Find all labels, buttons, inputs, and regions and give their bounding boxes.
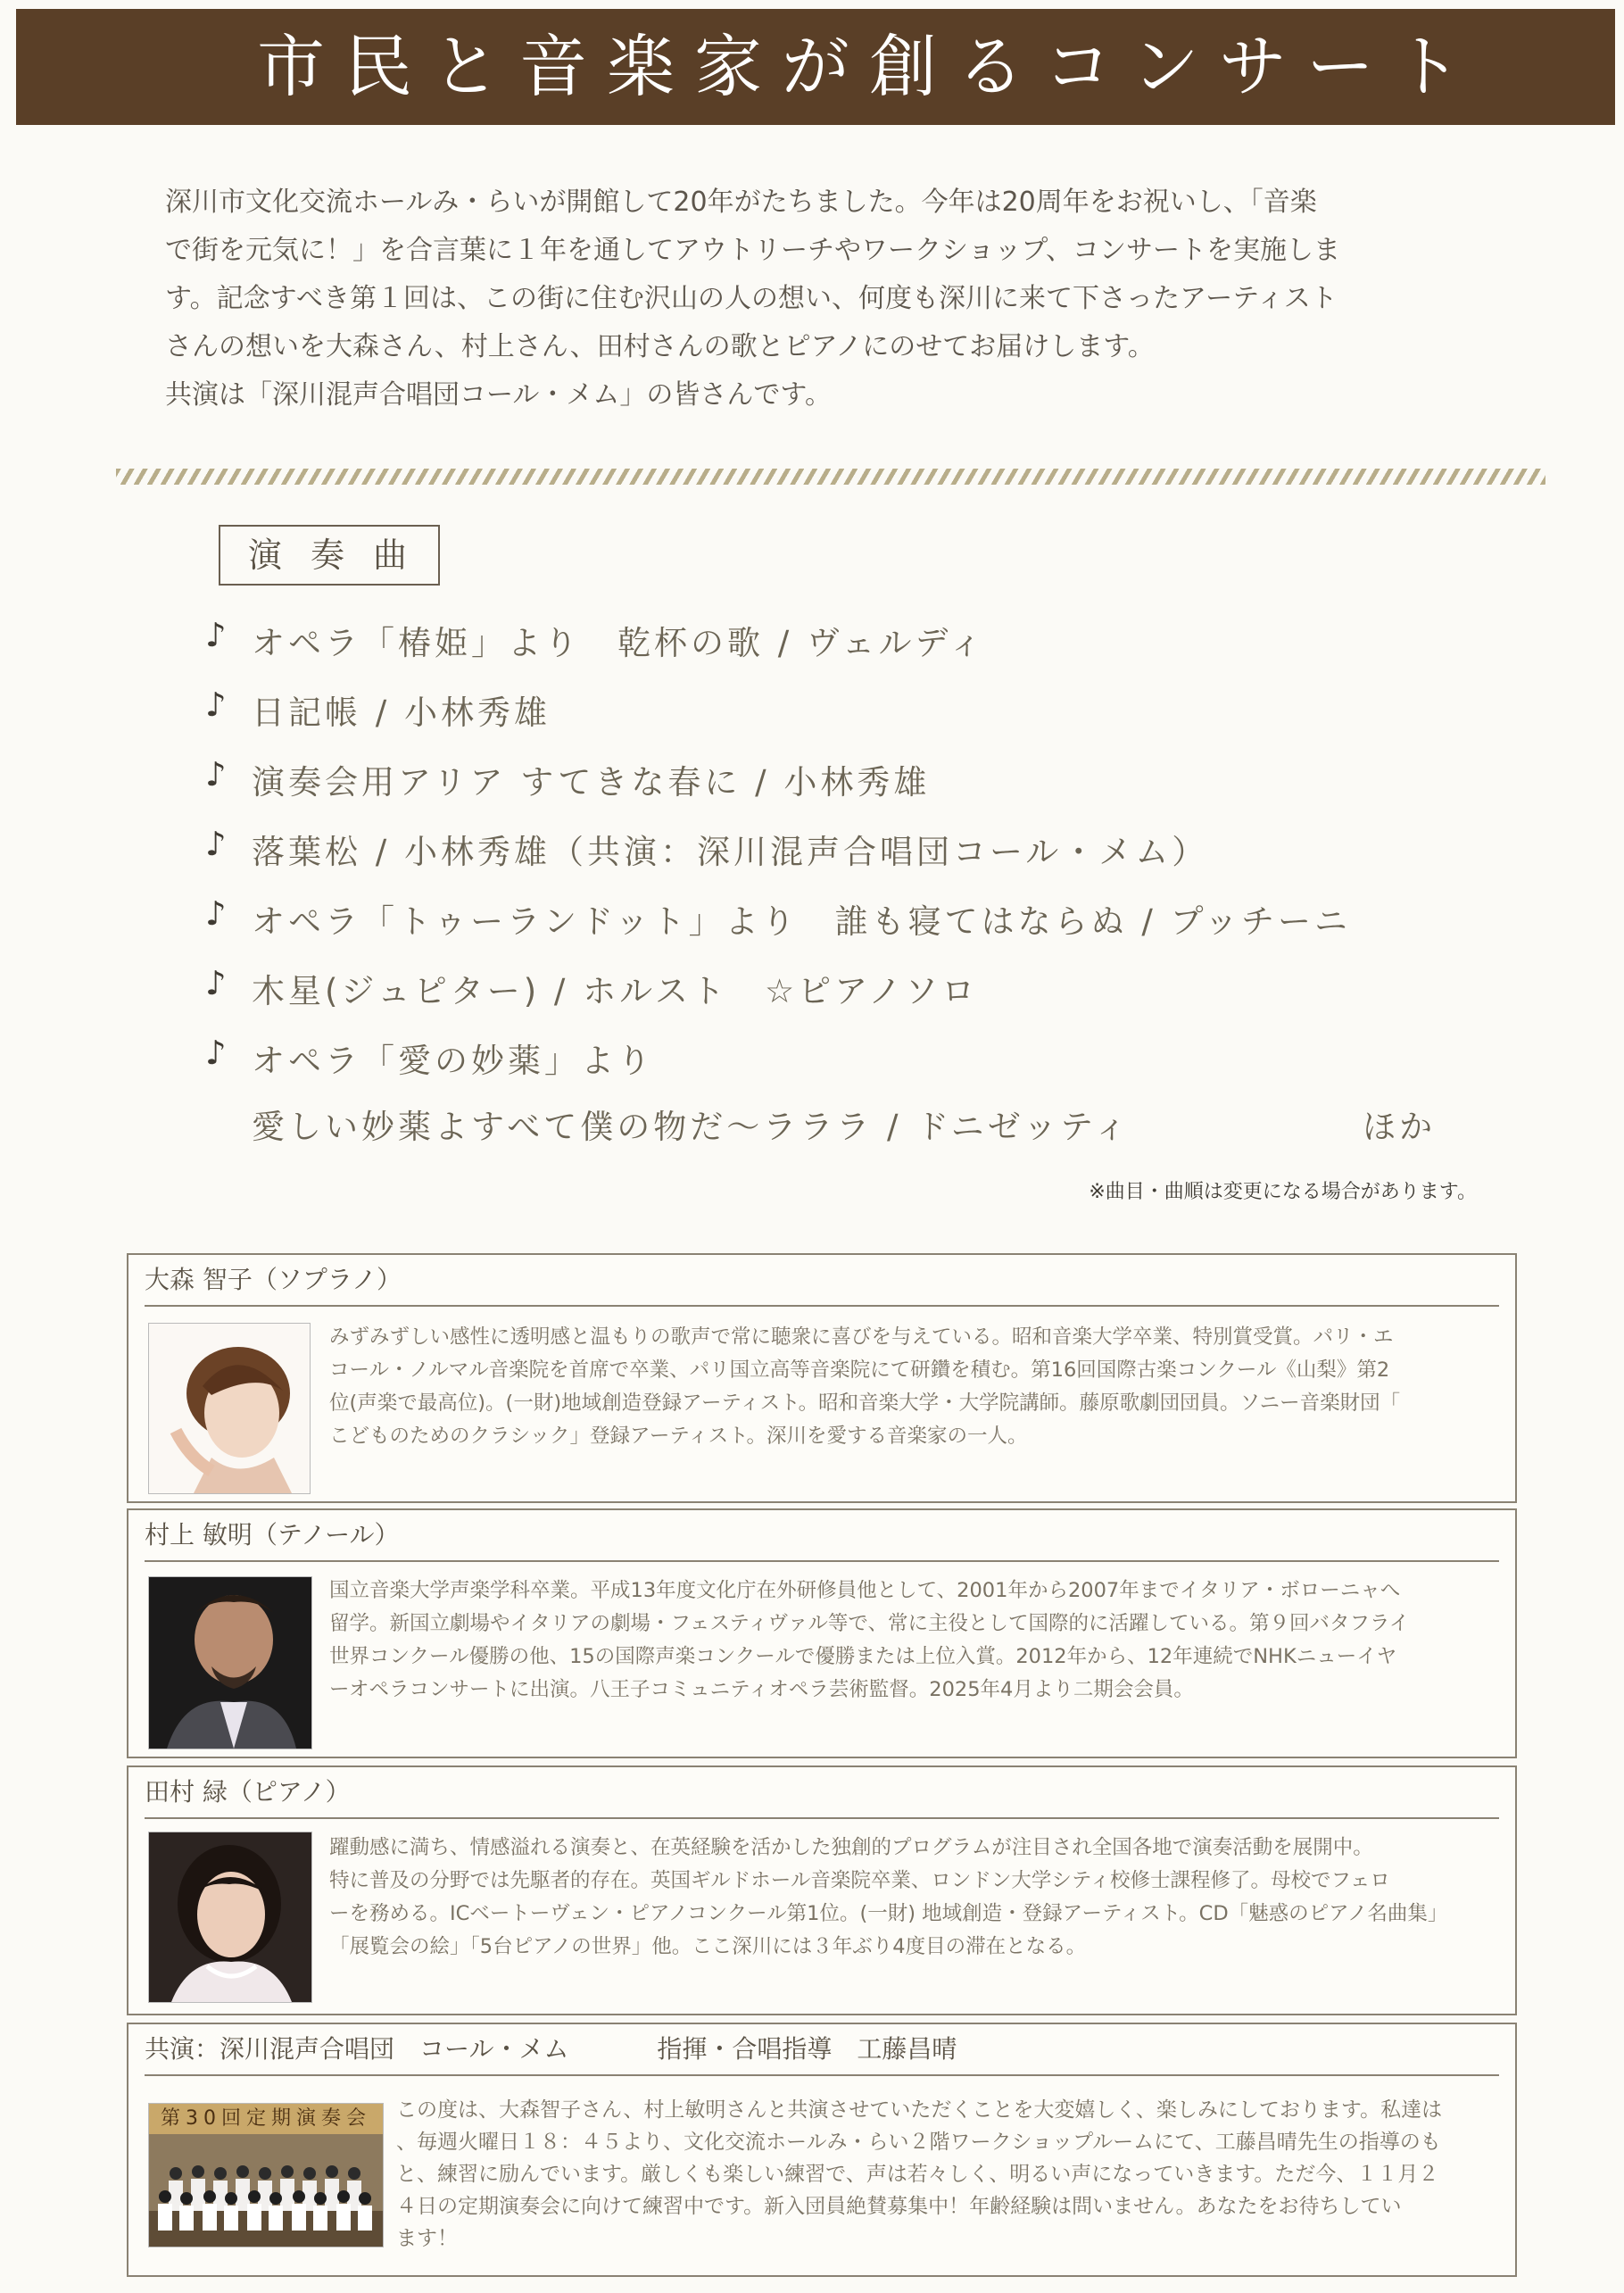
program-item-line	[252, 1100, 1436, 1148]
program-item-line: オペラ「愛の妙薬」より	[252, 1042, 654, 1080]
performer-card	[127, 1508, 1517, 1758]
choir-bio	[396, 2094, 1499, 2255]
bio-line: こどものためのクラシック」登録アーティスト。深川を愛する音楽家の一人。	[329, 1425, 1028, 1448]
program-item	[205, 1034, 1508, 1148]
page-title: 市民と音楽家が創るコンサート	[16, 9, 1615, 125]
performer-card	[127, 1765, 1517, 2015]
music-note-icon: ♪	[205, 825, 230, 863]
bio-line: と、練習に励んでいます。厳しくも楽しい練習で、声は若々しく、明るい声になっていきます。ただ今、１１月２	[396, 2163, 1439, 2186]
performer-name-text: 田村 緑（ピアノ）	[145, 1777, 351, 1807]
bio-line: 位(声楽で最高位)。(一財)地域創造登録アーティスト。昭和音楽大学・大学院講師。藤原歌劇団団員。ソニー音楽財団「	[329, 1392, 1401, 1415]
soprano-portrait-image	[149, 1324, 310, 1493]
performer-bio	[329, 1574, 1499, 1707]
bio-line: ます！	[396, 2227, 458, 2250]
program-item-title: 愛しい妙薬よすべて僕の物だ～ラララ / ドニゼッティ	[252, 1108, 1131, 1146]
performer-photo	[148, 1832, 312, 2003]
performer-name	[145, 1767, 1499, 1819]
bio-line: この度は、大森智子さん、村上敏明さんと共演させていただくことを大変嬉しく、楽しみにしております。私達は	[396, 2098, 1443, 2122]
choir-photo-banner: 第30回定期演奏会	[149, 2104, 383, 2134]
program-item-text: 落葉松 / 小林秀雄（共演：深川混声合唱団コール・メム）	[252, 833, 1209, 871]
intro-line: 深川市文化交流ホールみ・らいが開館して20年がたちました。今年は20周年をお祝いし、「音楽	[165, 187, 1317, 218]
bio-line: 国立音楽大学声楽学科卒業。平成13年度文化庁在外研修員他として、2001年から2007年までイタリア・ボローニャへ	[329, 1579, 1401, 1602]
decorative-divider	[116, 469, 1545, 485]
etc-label: ほか	[1363, 1108, 1437, 1146]
intro-line: で街を元気に！」を合言葉に１年を通してアウトリーチやワークショップ、コンサートを実施しま	[165, 235, 1340, 266]
program-list	[205, 616, 1508, 1148]
performer-photo	[148, 1323, 311, 1494]
bio-line: ーオペラコンサートに出演。八王子コミュニティオペラ芸術監督。2025年4月より二期会会員。	[329, 1678, 1194, 1701]
choir-photo	[148, 2103, 384, 2247]
bio-line: 世界コンクール優勝の他、15の国際声楽コンクールで優勝または上位入賞。2012年から、12年連続でNHKニューイヤ	[329, 1645, 1397, 1668]
choir-card	[127, 2023, 1517, 2277]
program-item-text: オペラ「椿姫」より 乾杯の歌 / ヴェルディ	[252, 624, 986, 662]
intro-line: 共演は「深川混声合唱団コール・メム」の皆さんです。	[165, 379, 832, 411]
music-note-icon: ♪	[205, 964, 230, 1002]
choir-group-image	[149, 2104, 383, 2247]
intro-line: さんの想いを大森さん、村上さん、田村さんの歌とピアノにのせてお届けします。	[165, 331, 1155, 362]
program-item-text: 木星(ジュピター) / ホルスト ☆ピアノソロ	[252, 972, 979, 1010]
bio-line: 「展覧会の絵」「5台ピアノの世界」他。ここ深川には３年ぶり4度目の滞在となる。	[329, 1935, 1087, 1958]
performer-photo	[148, 1576, 312, 1749]
music-note-icon: ♪	[205, 616, 230, 654]
performer-bio	[329, 1321, 1499, 1453]
program-item-text	[252, 1034, 1436, 1148]
performer-name-text: 村上 敏明（テノール）	[145, 1520, 400, 1549]
program-item-text: オペラ「トゥーランドット」より 誰も寝てはならぬ / プッチーニ	[252, 902, 1351, 941]
choir-conductor: 指揮・合唱指導 工藤昌晴	[657, 2034, 957, 2064]
program-item	[205, 825, 1508, 894]
performer-name	[145, 1510, 1499, 1562]
program-item	[205, 616, 1508, 685]
bio-line: 特に普及の分野では先駆者的存在。英国ギルドホール音楽院卒業、ロンドン大学シティ校修士課程修了。母校でフェロ	[329, 1869, 1390, 1892]
bio-line: コール・ノルマル音楽院を首席で卒業、パリ国立高等音楽院にて研鑽を積む。第16回国際古楽コンクール《山梨》第2	[329, 1358, 1390, 1382]
tenor-portrait-image	[149, 1577, 311, 1749]
bio-line: ーを務める。ICベートーヴェン・ピアノコンクール第1位。(一財) 地域創造・登録アーティスト。CD「魅惑のピアノ名曲集」	[329, 1902, 1448, 1925]
bio-line: 躍動感に満ち、情感溢れる演奏と、在英経験を活かした独創的プログラムが注目され全国各地で演奏活動を展開中。	[329, 1836, 1373, 1859]
program-item-text: 日記帳 / 小林秀雄	[252, 694, 551, 732]
program-item	[205, 894, 1508, 964]
choir-header	[145, 2024, 1499, 2076]
performer-name	[145, 1255, 1499, 1307]
performer-name-text: 大森 智子（ソプラノ）	[145, 1265, 402, 1294]
bio-line: 留学。新国立劇場やイタリアの劇場・フェスティヴァル等で、常に主役として国際的に活躍している。第９回バタフライ	[329, 1612, 1410, 1635]
intro-text	[165, 179, 1504, 420]
bio-line: 、毎週火曜日１８：４５より、文化交流ホールみ・らい２階ワークショップルームにて、工藤昌晴先生の指導のも	[396, 2131, 1441, 2154]
bio-line: みずみずしい感性に透明感と温もりの歌声で常に聴衆に喜びを与えている。昭和音楽大学卒業、特別賞受賞。パリ・エ	[329, 1325, 1394, 1349]
music-note-icon: ♪	[205, 685, 230, 724]
program-item-text: 演奏会用アリア すてきな春に / 小林秀雄	[252, 763, 931, 802]
bio-line: ４日の定期演奏会に向けて練習中です。新入団員絶賛募集中！年齢経験は問いません。あなたをお待ちしてい	[396, 2195, 1402, 2218]
music-note-icon: ♪	[205, 894, 230, 933]
performer-bio	[329, 1832, 1499, 1964]
program-item	[205, 755, 1508, 825]
program-item	[205, 964, 1508, 1034]
music-note-icon: ♪	[205, 1034, 230, 1072]
choir-name: 共演：深川混声合唱団 コール・メム	[145, 2034, 569, 2064]
program-item	[205, 685, 1508, 755]
pianist-portrait-image	[149, 1832, 311, 2002]
program-change-note: ※曲目・曲順は変更になる場合があります。	[1089, 1181, 1477, 1203]
music-note-icon: ♪	[205, 755, 230, 793]
intro-line: す。記念すべき第１回は、この街に住む沢山の人の想い、何度も深川に来て下さったアーティスト	[165, 283, 1338, 314]
program-heading: 演奏曲	[219, 525, 440, 586]
performer-card	[127, 1253, 1517, 1503]
